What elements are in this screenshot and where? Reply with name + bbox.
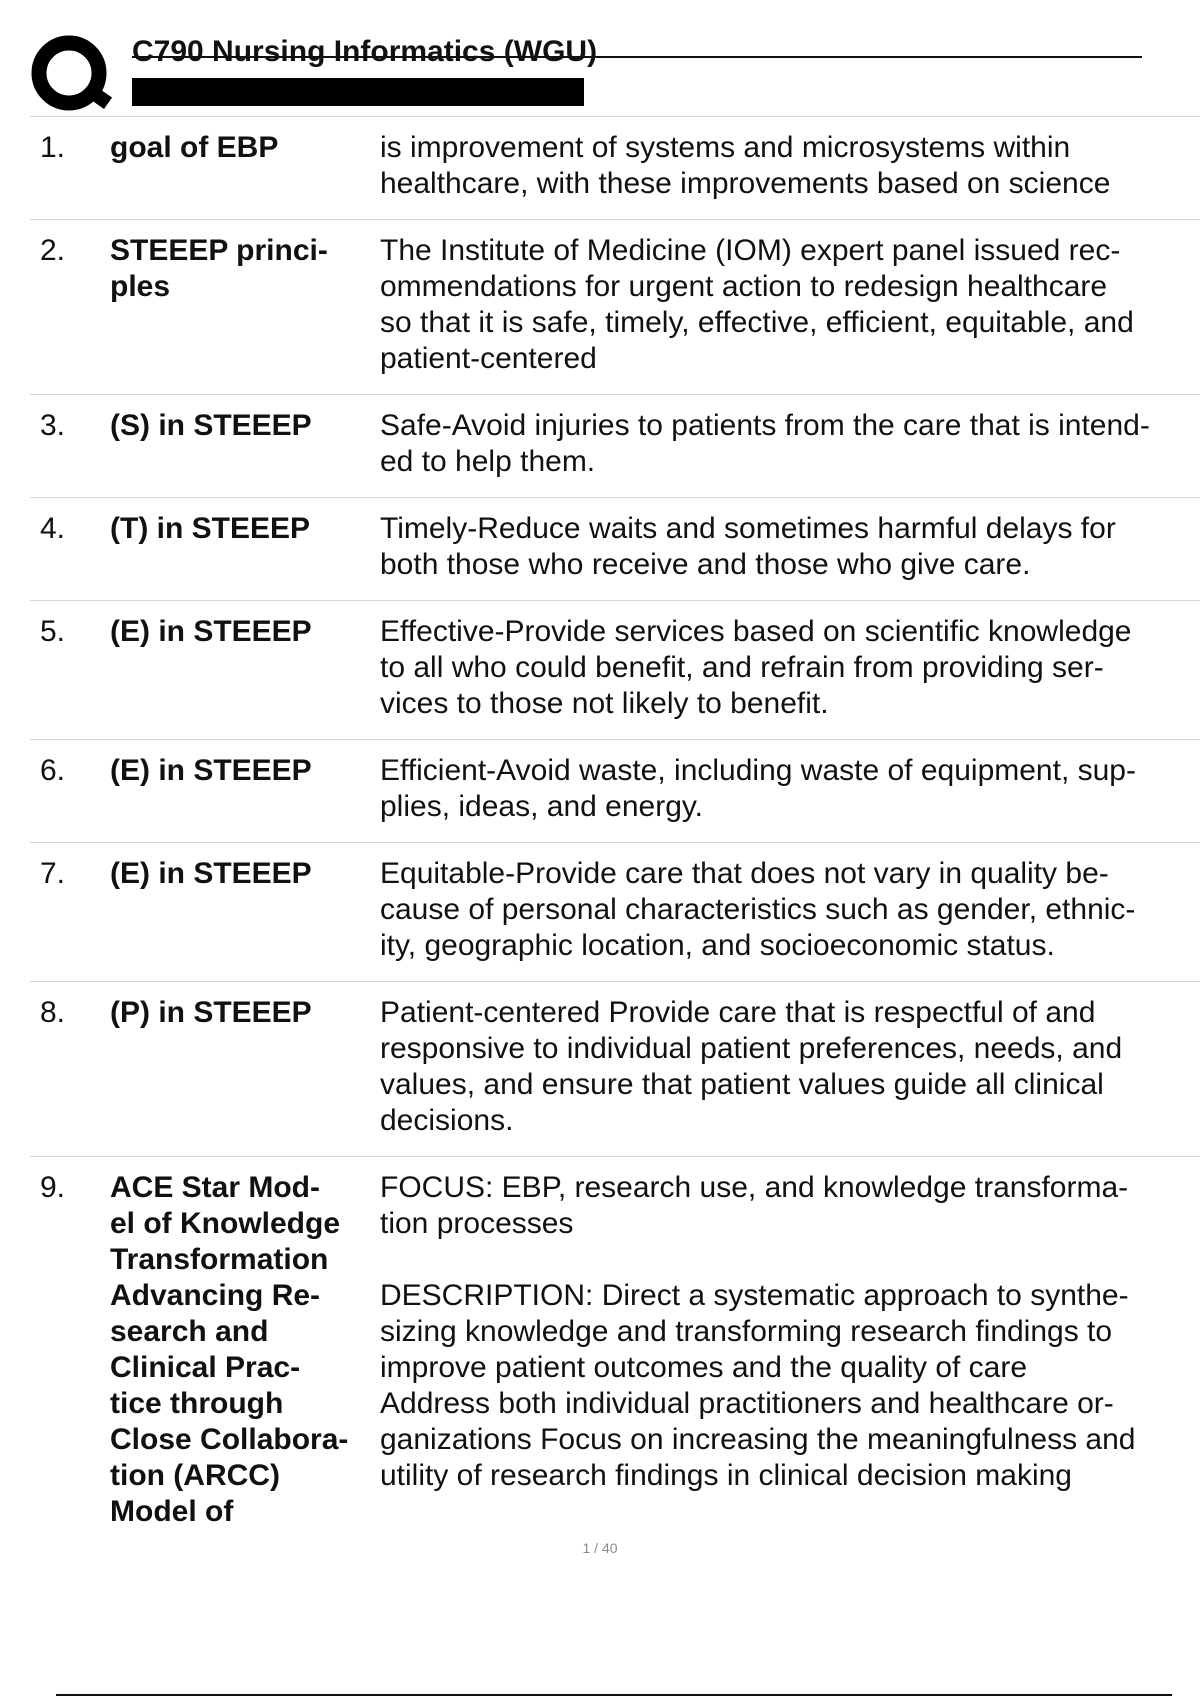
definition-paragraph: Equitable-Provide care that does not vary in quality be- cause of personal characteristics such as gender, ethnic- ity, geographic location, and socioeconomic status. xyxy=(380,857,1136,962)
card-definition xyxy=(380,614,1200,722)
page-counter: 1 / 40 xyxy=(582,1540,618,1556)
definition-paragraph: DESCRIPTION: Direct a systematic approach to synthe- sizing knowledge and transforming research findings to improve patient outcomes and the quality of care Address both individual practitioners and healthcare or- ganizations Focus on increasing the meaningfulness and utility of research findings in clinical decision making xyxy=(380,1279,1136,1492)
q-logo-icon xyxy=(30,34,112,116)
card-definition xyxy=(380,1170,1200,1530)
definition-paragraph: Efficient-Avoid waste, including waste of equipment, sup- plies, ideas, and energy. xyxy=(380,754,1136,823)
card-number: 8. xyxy=(40,996,66,1029)
card-term: (E) in STEEEP xyxy=(110,754,312,787)
footer-rule xyxy=(56,1694,1172,1696)
definition-paragraph: FOCUS: EBP, research use, and knowledge transforma- tion processes xyxy=(380,1171,1129,1240)
card-number: 4. xyxy=(40,512,66,545)
flashcard-row xyxy=(30,395,1200,498)
flashcard-row xyxy=(30,220,1200,395)
card-term: (S) in STEEEP xyxy=(110,409,312,442)
flashcard-row xyxy=(30,843,1200,982)
redaction-bar xyxy=(132,78,584,106)
definition-paragraph: is improvement of systems and microsystems within healthcare, with these improvements based on science xyxy=(380,131,1111,200)
card-number: 2. xyxy=(40,234,66,267)
flashcard-row xyxy=(30,1157,1200,1547)
card-term: (T) in STEEEP xyxy=(110,512,311,545)
definition-paragraph: Effective-Provide services based on scientific knowledge to all who could benefit, and refrain from providing ser- vices to those not likely to benefit. xyxy=(380,615,1132,720)
card-definition xyxy=(380,233,1200,377)
card-term: goal of EBP xyxy=(110,131,279,164)
document-title: C790 Nursing Informatics (WGU) xyxy=(132,35,598,68)
flashcard-row xyxy=(30,601,1200,740)
card-term: STEEEP princi- ples xyxy=(110,234,328,303)
definition-paragraph: Safe-Avoid injuries to patients from the care that is intend- ed to help them. xyxy=(380,409,1150,478)
definition-paragraph: Patient-centered Provide care that is respectful of and responsive to individual patient preferences, needs, and values, and ensure that patient values guide all clinical decisions. xyxy=(380,996,1123,1137)
card-definition xyxy=(380,856,1200,964)
card-number: 1. xyxy=(40,131,66,164)
card-term: ACE Star Mod- el of Knowledge Transformation Advancing Re- search and Clinical Prac- tice through Close Collabora- tion (ARCC) Model of xyxy=(110,1171,349,1528)
card-term: (P) in STEEEP xyxy=(110,996,312,1029)
definition-paragraph: The Institute of Medicine (IOM) expert panel issued rec- ommendations for urgent action to redesign healthcare so that it is safe, timely, effective, efficient, equitable, and patient-centered xyxy=(380,234,1134,375)
card-definition xyxy=(380,511,1200,583)
card-number: 5. xyxy=(40,615,66,648)
card-term: (E) in STEEEP xyxy=(110,857,312,890)
card-definition xyxy=(380,995,1200,1139)
card-definition xyxy=(380,130,1200,202)
flashcard-row xyxy=(30,117,1200,220)
card-number: 7. xyxy=(40,857,66,890)
card-number: 9. xyxy=(40,1171,66,1204)
card-definition xyxy=(380,408,1200,480)
card-term: (E) in STEEEP xyxy=(110,615,312,648)
card-number: 3. xyxy=(40,409,66,442)
flashcard-row xyxy=(30,498,1200,601)
card-number: 6. xyxy=(40,754,66,787)
flashcard-row xyxy=(30,982,1200,1157)
definition-paragraph: Timely-Reduce waits and sometimes harmful delays for both those who receive and those who give care. xyxy=(380,512,1116,581)
flashcard-row xyxy=(30,740,1200,843)
flashcard-list xyxy=(30,116,1200,1547)
card-definition xyxy=(380,753,1200,825)
